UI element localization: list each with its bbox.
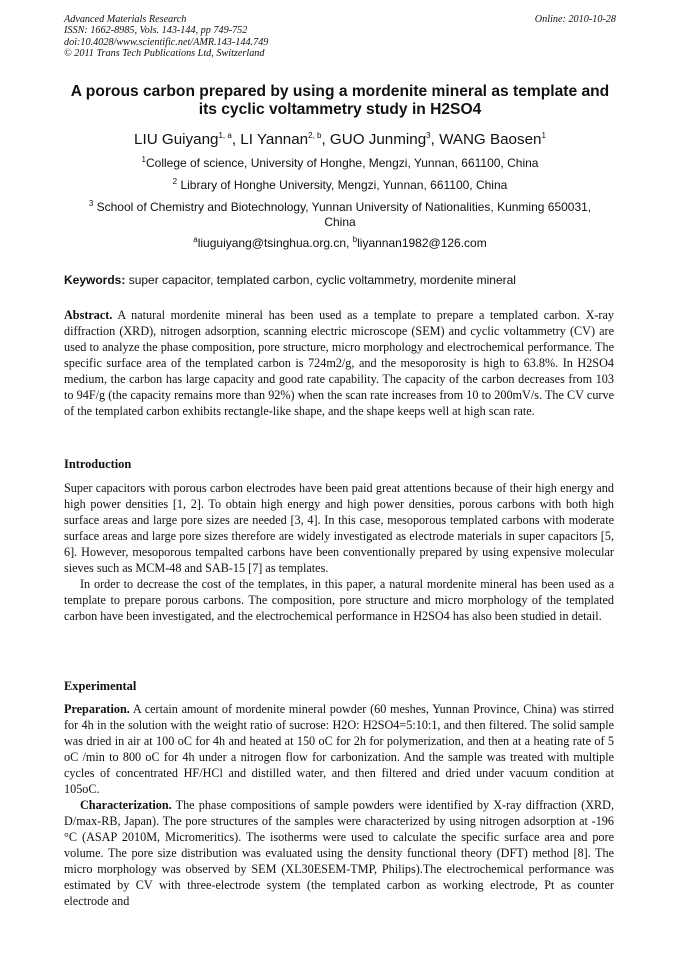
author-separator: ,: [430, 131, 440, 148]
introduction-paragraph-2: In order to decrease the cost of the templates, in this paper, a natural mordenite mineral has been used as a template to prepare porous carbons. The composition, pore structure and micro morphology of the templated carbon have been investigated, and the electrochemical performance in H2SO4 has also been studied in detail.: [64, 577, 614, 623]
author-superscript: 2, b: [308, 130, 322, 140]
keywords-text: super capacitor, templated carbon, cyclic voltammetry, mordenite mineral: [125, 273, 516, 287]
email-address[interactable]: liuguiyang@tsinghua.org.cn,: [197, 236, 353, 250]
affiliation-marker: 3: [88, 199, 94, 208]
author-name: LIU Guiyang: [134, 131, 219, 148]
author-superscript: 1: [541, 130, 546, 140]
author-separator: ,: [321, 131, 330, 148]
affiliation-text: Library of Honghe University, Mengzi, Yunnan, 661100, China: [177, 178, 508, 192]
abstract-label: Abstract.: [64, 308, 113, 322]
characterization-text: The phase compositions of sample powders were identified by X-ray diffraction (XRD, D/max-RB, Japan). The pore structures of the samples were characterized by using nitrogen adsorption at -196 °C (ASAP 2010M, Micromeritics). The isotherms were used to calculate the specific surface area and pore volume. The pore size distribution was evaluated using the density functional theory (DFT) method [8]. The micro morphology was observed by SEM (XL30ESEM-TMP, Philips).The electrochemical performance was estimated by CV with three-electrode system (the templated carbon as working electrode, Pt as counter electrode and: [64, 798, 614, 908]
introduction-heading: Introduction: [64, 457, 132, 471]
author-superscript: 3: [426, 130, 431, 140]
introduction-body: [64, 480, 614, 624]
affiliation-text: School of Chemistry and Biotechnology, Yunnan University of Nationalities, Kunming 650031,: [93, 200, 592, 214]
characterization-label: Characterization.: [80, 798, 172, 812]
title-line-2: its cyclic voltammetry study in H2SO4: [198, 101, 482, 118]
paper-title: [40, 83, 640, 119]
keywords: [64, 273, 616, 287]
experimental-body: [64, 701, 614, 909]
author-separator: ,: [231, 131, 241, 148]
affiliation-marker: 1: [141, 155, 146, 164]
author-name: WANG Baosen: [439, 131, 542, 148]
experimental-heading: Experimental: [64, 679, 137, 693]
issn-line: ISSN: 1662-8985, Vols. 143-144, pp 749-752: [64, 25, 248, 37]
affiliation-3: [30, 200, 650, 230]
introduction-paragraph-1: Super capacitors with porous carbon electrodes have been paid great attentions because of their high energy and high power densities [1, 2]. To obtain high energy and high power densities, porous carbons with both high surface areas and large pore sizes are needed [3, 4]. In this case, mesoporous templated carbons with moderate surface areas and large pore sizes therefore are widely investigated as electrode materials in super capacitors [5, 6]. However, mesoporous tempalted carbons have been conventionally prepared by using expensive molecular sieves such as MCM-48 and SAB-15 [7] as templates.: [64, 481, 614, 575]
affiliation-marker: 2: [172, 177, 178, 186]
title-line-1: A porous carbon prepared by using a mordenite mineral as template and: [70, 83, 610, 100]
abstract: [64, 307, 614, 419]
affiliation-2: [40, 178, 640, 193]
affiliation-text: College of science, University of Honghe, Mengzi, Yunnan, 661100, China: [145, 156, 539, 170]
author-list: [20, 131, 660, 148]
journal-header: [64, 14, 616, 59]
preparation-label: Preparation.: [64, 702, 130, 716]
journal-name: Advanced Materials Research: [64, 14, 187, 25]
affiliation-text-cont: China: [324, 215, 356, 229]
doi-line: doi:10.4028/www.scientific.net/AMR.143-144.749: [64, 36, 269, 48]
email-address[interactable]: liyannan1982@126.com: [357, 236, 487, 250]
copyright-line: © 2011 Trans Tech Publications Ltd, Switzerland: [64, 47, 265, 59]
online-date: Online: 2010-10-28: [534, 14, 616, 25]
abstract-text: A natural mordenite mineral has been used as a template to prepare a templated carbon. X-ray diffraction (XRD), nitrogen adsorption, scanning electric microscope (SEM) and cyclic voltammetry (CV) are used to analyze the phase composition, pore structure, micro morphology and electrochemical performance. The specific surface area of the templated carbon is 724m2/g, and the mesoporosity is high to 63.8%. In H2SO4 medium, the carbon has large capacity and good rate capability. The capacity of the carbon decreases from 103 to 94F/g (the capacity remains more than 92%) when the scan rate increases from 10 to 200mV/s. The CV curve of the templated carbon exhibits rectangle-like shape, and the shape keeps well at high scan rate.: [64, 308, 614, 418]
email-marker: a: [193, 235, 198, 244]
author-name: LI Yannan: [240, 131, 309, 148]
keywords-label: Keywords:: [64, 273, 126, 287]
author-name: GUO Junming: [329, 131, 427, 148]
author-superscript: 1, a: [218, 130, 232, 140]
email-line: [40, 236, 640, 251]
preparation-text: A certain amount of mordenite mineral powder (60 meshes, Yunnan Province, China) was stirred for 4h in the solution with the weight ratio of sucrose: H2O: H2SO4=5:10:1, and then filtered. The solid sample was dried in air at 100 oC for 4h and heated at 150 oC for 2h for polymerization, and then at a heating rate of 5 oC /min to 800 oC for 4h under a nitrogen flow for carbonization. And the sample was treated with multiple cycles of concentrated HF/HCl and distilled water, and then filtered and dried under vacuum condition at 105oC.: [64, 702, 614, 796]
affiliation-1: [40, 156, 640, 171]
email-marker: b: [352, 235, 358, 244]
